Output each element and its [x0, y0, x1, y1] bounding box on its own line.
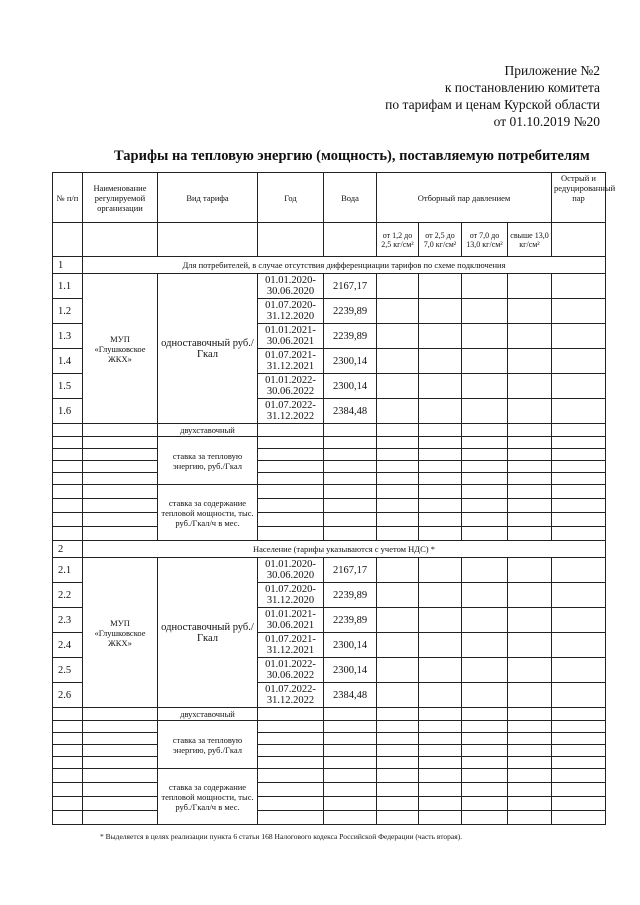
two-rate-tariff: двухставочный	[158, 424, 258, 437]
heat-rate-row	[53, 449, 606, 461]
section-number: 1	[53, 257, 83, 274]
row-number: 2.1	[53, 558, 83, 583]
row-number: 1.6	[53, 399, 83, 424]
row-number: 1.3	[53, 324, 83, 349]
water-tariff: 2239,89	[324, 324, 377, 349]
row-number: 2.2	[53, 583, 83, 608]
section-title-row	[53, 541, 606, 558]
heat-rate-row	[53, 461, 606, 473]
row-number: 1.5	[53, 374, 83, 399]
two-rate-row	[53, 708, 606, 721]
period: 01.07.2022-31.12.2022	[258, 399, 324, 424]
section-title: Население (тарифы указываются с учетом НДС) *	[83, 541, 606, 558]
appendix-header	[385, 62, 600, 130]
footnote: * Выделяется в целях реализации пункта 6 статьи 168 Налогового кодекса Российской Федерации (часть вторая).	[100, 832, 463, 841]
pressure-2: от 2,5 до 7,0 кг/см²	[419, 223, 462, 257]
period: 01.01.2021-30.06.2021	[258, 324, 324, 349]
row-number: 2.6	[53, 683, 83, 708]
heat-rate-row	[53, 745, 606, 757]
organization-name: МУП «Глушковское ЖКХ»	[83, 558, 158, 708]
appendix-label: Приложение №2	[504, 63, 600, 78]
water-tariff: 2239,89	[324, 299, 377, 324]
row-number: 2.3	[53, 608, 83, 633]
capacity-rate-row	[53, 797, 606, 811]
heat-energy-rate: ставка за тепловую энергию, руб./Гкал	[158, 437, 258, 485]
capacity-rate: ставка за содержание тепловой мощности, тыс. руб./Гкал/ч в мес.	[158, 485, 258, 541]
water-tariff: 2167,17	[324, 558, 377, 583]
capacity-rate-row	[53, 811, 606, 825]
pressure-header-row	[53, 223, 606, 257]
pressure-4: свыше 13,0 кг/см²	[508, 223, 552, 257]
section-number: 2	[53, 541, 83, 558]
water-tariff: 2300,14	[324, 374, 377, 399]
one-rate-tariff: одноставочный руб./Гкал	[158, 558, 258, 708]
water-tariff: 2300,14	[324, 633, 377, 658]
resolution-ref: к постановлению комитета	[444, 80, 600, 95]
col-header-steam: Отборный пар давлением	[377, 173, 552, 223]
capacity-rate-row	[53, 485, 606, 499]
two-rate-row	[53, 424, 606, 437]
water-tariff: 2384,48	[324, 683, 377, 708]
capacity-rate-row	[53, 783, 606, 797]
col-header-num: № п/п	[53, 173, 83, 223]
pressure-1: от 1,2 до 2,5 кг/см²	[377, 223, 419, 257]
capacity-rate-row	[53, 527, 606, 541]
capacity-rate-row	[53, 513, 606, 527]
heat-rate-row	[53, 733, 606, 745]
col-header-water: Вода	[324, 173, 377, 223]
heat-energy-rate: ставка за тепловую энергию, руб./Гкал	[158, 721, 258, 769]
pressure-3: от 7,0 до 13,0 кг/см²	[462, 223, 508, 257]
water-tariff: 2239,89	[324, 608, 377, 633]
period: 01.07.2022-31.12.2022	[258, 683, 324, 708]
period: 01.01.2020-30.06.2020	[258, 558, 324, 583]
capacity-rate: ставка за содержание тепловой мощности, тыс. руб./Гкал/ч в мес.	[158, 769, 258, 825]
period: 01.07.2021-31.12.2021	[258, 633, 324, 658]
committee-ref: по тарифам и ценам Курской области	[385, 97, 600, 112]
water-tariff: 2300,14	[324, 349, 377, 374]
water-tariff: 2300,14	[324, 658, 377, 683]
col-header-type: Вид тарифа	[158, 173, 258, 223]
row-number: 2.5	[53, 658, 83, 683]
row-number: 1.2	[53, 299, 83, 324]
water-tariff: 2239,89	[324, 583, 377, 608]
period: 01.01.2020-30.06.2020	[258, 274, 324, 299]
heat-rate-row	[53, 721, 606, 733]
heat-rate-row	[53, 437, 606, 449]
period: 01.01.2022-30.06.2022	[258, 374, 324, 399]
capacity-rate-row	[53, 499, 606, 513]
header-row	[53, 173, 606, 223]
table-row	[53, 558, 606, 583]
organization-name: МУП «Глушковское ЖКХ»	[83, 274, 158, 424]
tariff-table	[52, 172, 616, 825]
capacity-rate-row	[53, 769, 606, 783]
period: 01.01.2022-30.06.2022	[258, 658, 324, 683]
section-title-row	[53, 257, 606, 274]
col-header-org: Наименование регулируемой организации	[83, 173, 158, 223]
heat-rate-row	[53, 473, 606, 485]
col-header-year: Год	[258, 173, 324, 223]
period: 01.07.2020-31.12.2020	[258, 583, 324, 608]
period: 01.07.2020-31.12.2020	[258, 299, 324, 324]
document-title: Тарифы на тепловую энергию (мощность), поставляемую потребителям	[114, 148, 590, 164]
row-number: 1.4	[53, 349, 83, 374]
water-tariff: 2167,17	[324, 274, 377, 299]
row-number: 1.1	[53, 274, 83, 299]
one-rate-tariff: одноставочный руб./Гкал	[158, 274, 258, 424]
heat-rate-row	[53, 757, 606, 769]
section-title: Для потребителей, в случае отсутствия дифференциации тарифов по схеме подключения	[83, 257, 606, 274]
table-row	[53, 274, 606, 299]
row-number: 2.4	[53, 633, 83, 658]
two-rate-tariff: двухставочный	[158, 708, 258, 721]
period: 01.01.2021-30.06.2021	[258, 608, 324, 633]
period: 01.07.2021-31.12.2021	[258, 349, 324, 374]
water-tariff: 2384,48	[324, 399, 377, 424]
resolution-date: от 01.10.2019 №20	[493, 114, 600, 129]
col-header-sharp-steam: Острый и редуцированный пар	[552, 173, 606, 223]
